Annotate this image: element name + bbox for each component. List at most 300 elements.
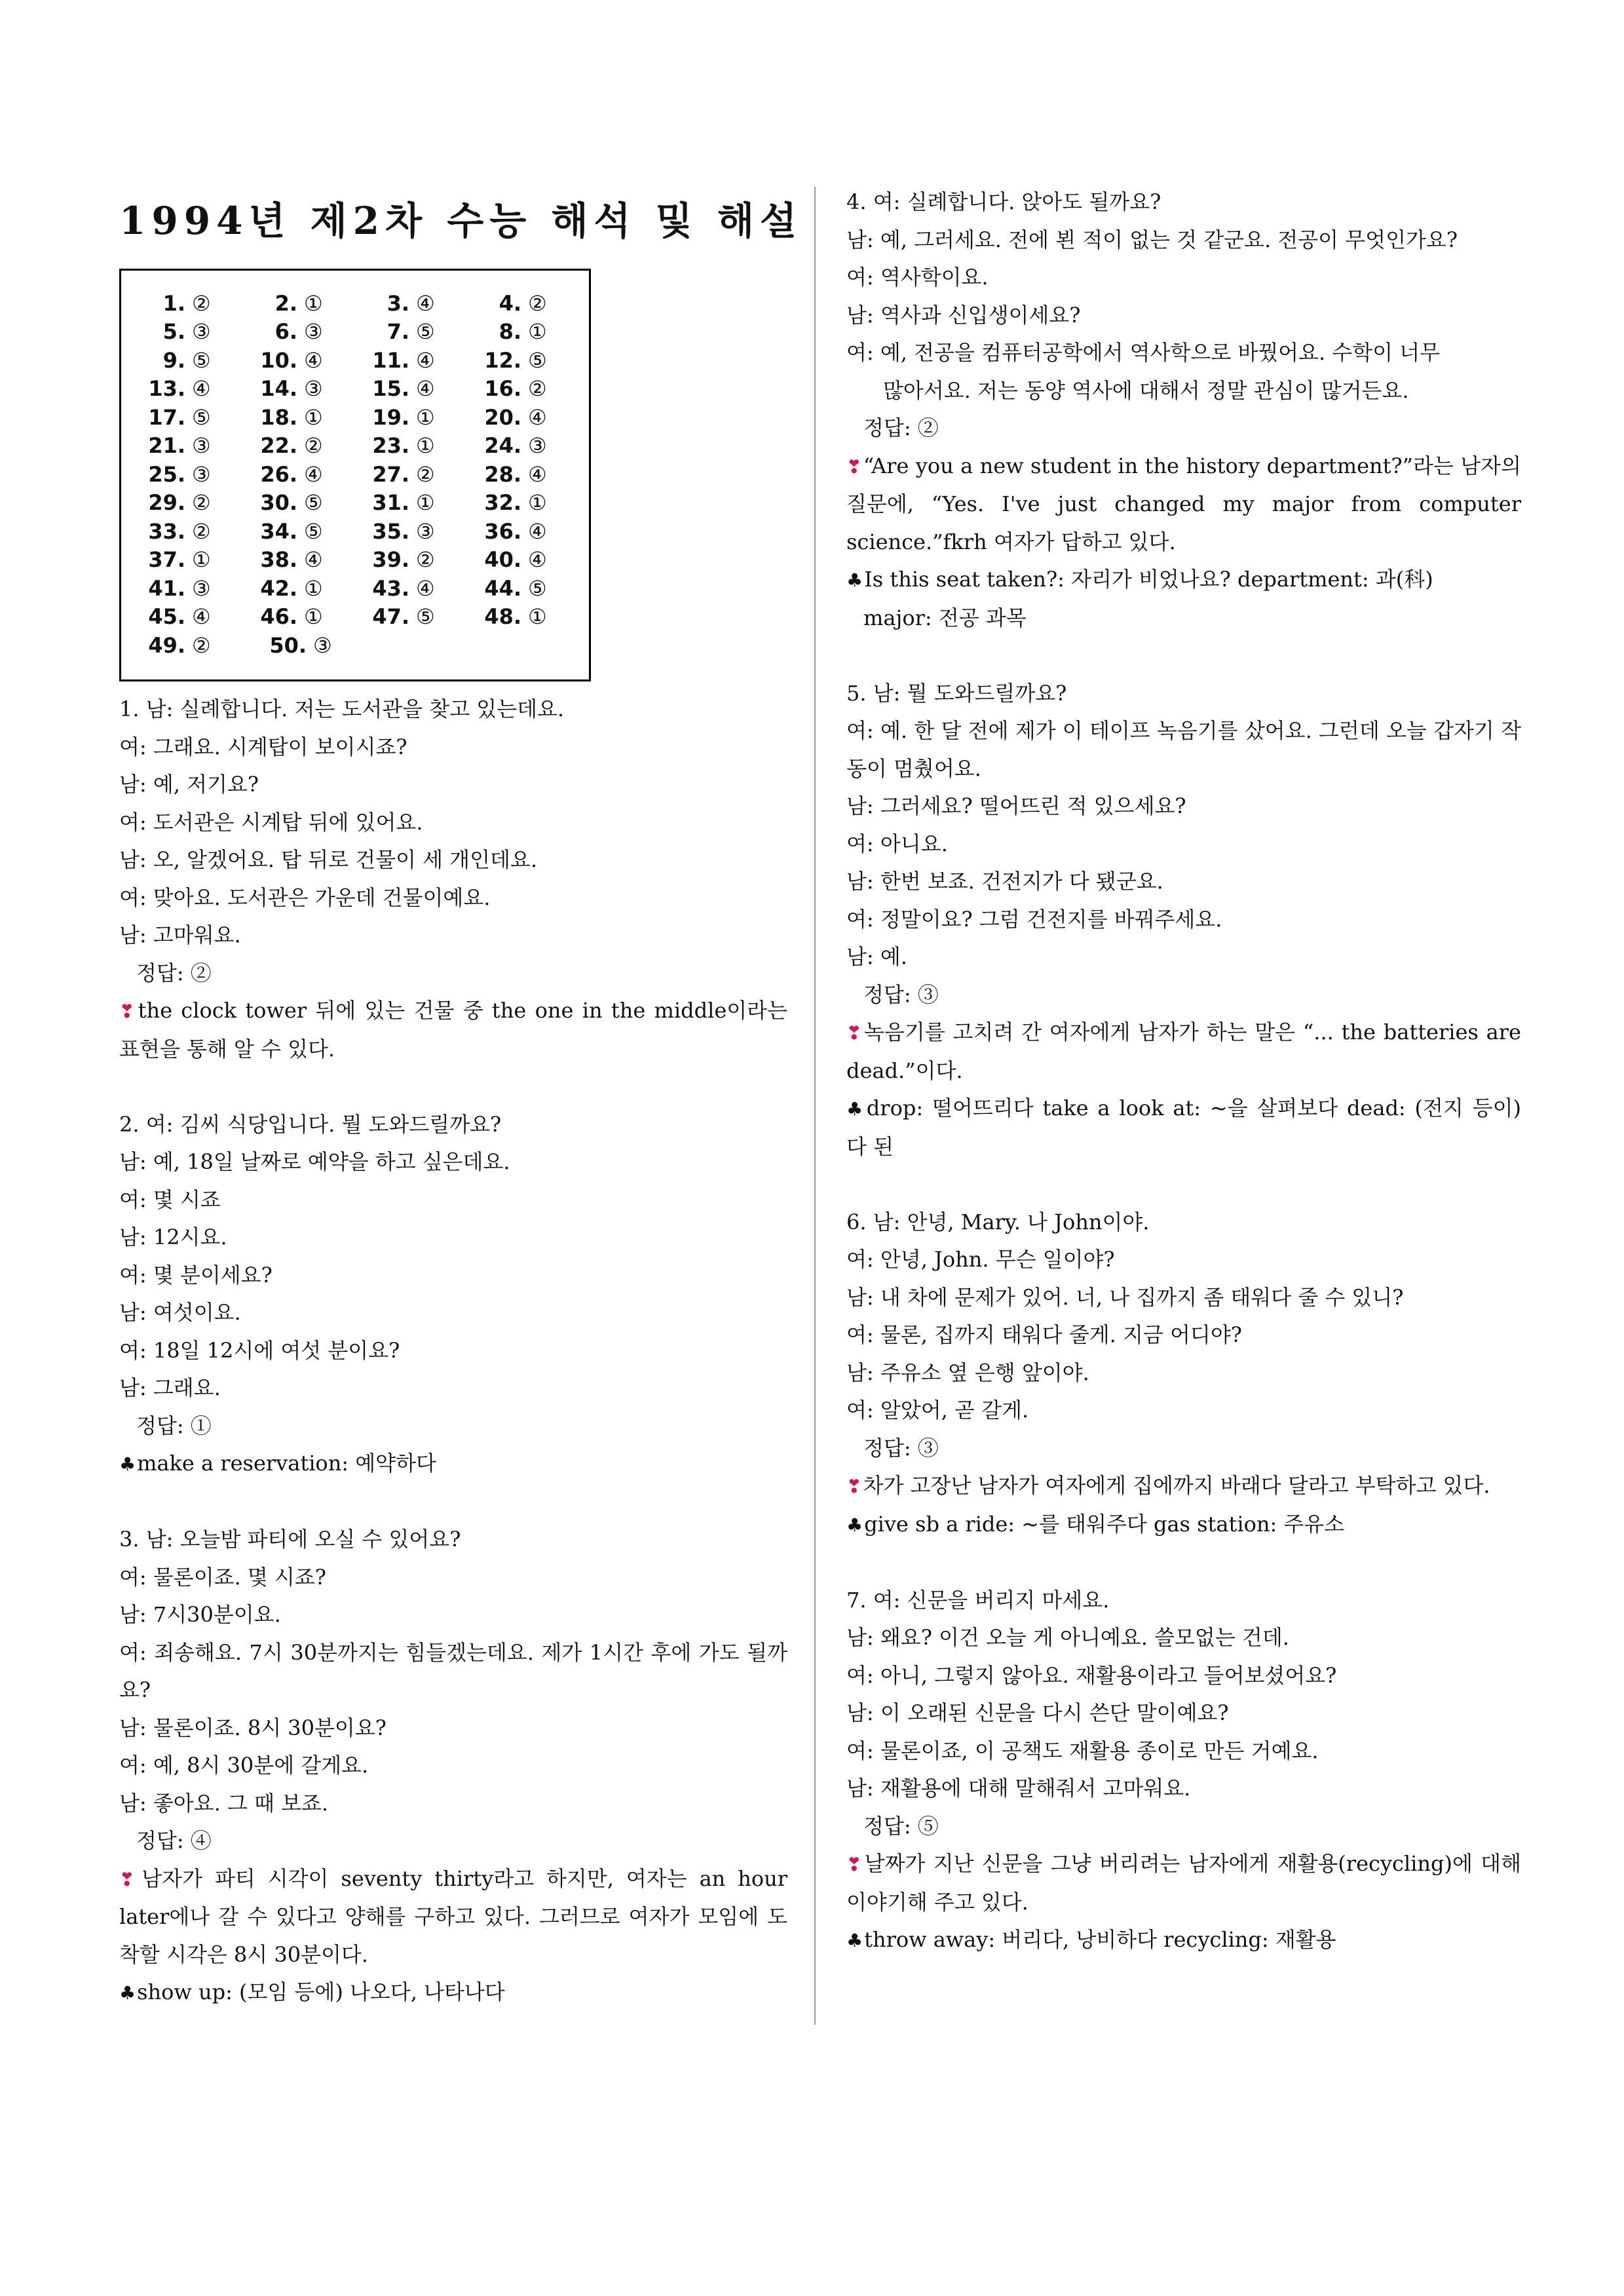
- answer-choice: ②: [192, 290, 211, 316]
- question-number: 9.: [162, 347, 185, 373]
- answer-choice: ①: [416, 490, 435, 516]
- answer-key-row: [141, 546, 589, 575]
- dialogue-line: [119, 1369, 787, 1407]
- dialogue-line: [119, 1332, 787, 1370]
- text-content: 남: 오, 알겠어요. 탑 뒤로 건물이 세 개인데요.: [119, 847, 538, 872]
- question-number: 37.: [148, 547, 185, 573]
- answer-choice: ④: [528, 518, 547, 544]
- question-number: 36.: [484, 518, 521, 544]
- lightbulb-icon: ❣: [119, 1001, 137, 1022]
- answer-line: [119, 955, 787, 993]
- text-content: 정답: ③: [863, 1435, 939, 1461]
- text-content: Is this seat taken?: 자리가 비었나요? department: 과(科): [864, 567, 1433, 592]
- dialogue-line: [846, 1694, 1521, 1732]
- text-content: 남: 이 오래된 신문을 다시 쓴단 말이예요?: [846, 1700, 1229, 1725]
- answer-choice: ⑤: [528, 575, 547, 601]
- answer-key-cell: [365, 291, 477, 316]
- text-content: 여: 그래요. 시계탑이 보이시죠?: [119, 734, 407, 759]
- answer-choice: ②: [416, 461, 435, 487]
- vocabulary-icon: ♣: [846, 1930, 863, 1951]
- question-number: 40.: [484, 547, 521, 573]
- text-content: 남: 12시요.: [119, 1225, 227, 1250]
- text-content: major: 전공 과목: [863, 605, 1027, 630]
- answer-choice: ④: [416, 376, 435, 402]
- dialogue-line: [846, 1619, 1521, 1657]
- answer-line: [846, 1808, 1521, 1846]
- text-content: 정답: ②: [863, 415, 939, 440]
- answer-key-cell: [365, 490, 477, 515]
- lightbulb-icon: ❣: [846, 1854, 863, 1875]
- answer-key-cell: [253, 462, 365, 487]
- text-content: 여: 예, 8시 30분에 갈게요.: [119, 1753, 369, 1778]
- text-content: 7. 여: 신문을 버리지 마세요.: [846, 1587, 1110, 1613]
- text-content: throw away: 버리다, 낭비하다 recycling: 재활용: [864, 1927, 1336, 1952]
- dialogue-line: [119, 1747, 787, 1785]
- text-content: 1. 남: 실례합니다. 저는 도서관을 찾고 있는데요.: [119, 697, 565, 721]
- answer-key-cell: [253, 319, 365, 344]
- text-content: 여: 역사학이요.: [846, 265, 989, 290]
- text-content: 여: 아니, 그렇지 않아요. 재활용이라고 들어보셨어요?: [846, 1662, 1337, 1688]
- answer-key-cell: [253, 433, 365, 458]
- answer-key-cell: [253, 547, 365, 572]
- explanation: [119, 992, 787, 1068]
- text-content: 날짜가 지난 신문을 그냥 버리려는 남자에게 재활용(recycling)에 대해 이야기해 주고 있다.: [846, 1851, 1521, 1915]
- vocabulary: [846, 1506, 1521, 1544]
- answer-key-row: [141, 603, 589, 632]
- answer-choice: ②: [192, 632, 211, 658]
- answer-choice: ④: [304, 547, 323, 573]
- answer-choice: ①: [304, 404, 323, 430]
- answer-key-cell: [141, 490, 253, 515]
- answer-key-cell: [253, 519, 365, 544]
- question-number: 20.: [484, 404, 521, 430]
- explanation: [846, 1845, 1521, 1921]
- explanation: [846, 1467, 1521, 1506]
- answer-choice: ②: [416, 547, 435, 573]
- answer-key-cell: [477, 462, 589, 487]
- answer-key-cell: [477, 519, 589, 544]
- vocabulary: [119, 1445, 787, 1483]
- question-number: 6.: [274, 319, 297, 345]
- vocabulary-icon: ♣: [846, 1514, 863, 1536]
- text-content: 남: 내 차에 문제가 있어. 너, 나 집까지 좀 태워다 줄 수 있니?: [846, 1284, 1404, 1310]
- text-content: 남: 좋아요. 그 때 보죠.: [119, 1790, 329, 1816]
- vocabulary: [119, 1974, 787, 2012]
- question-number: 34.: [260, 518, 297, 544]
- answer-key-cell: [141, 576, 253, 601]
- explanation: [846, 448, 1521, 562]
- text-content: show up: (모임 등에) 나오다, 나타나다: [137, 1980, 505, 2004]
- question-number: 31.: [372, 490, 409, 516]
- dialogue-line: [119, 691, 787, 729]
- left-column: [119, 183, 803, 2012]
- lightbulb-icon: ❣: [846, 1022, 863, 1044]
- answer-key-row: [141, 574, 589, 603]
- question-number: 28.: [484, 461, 521, 487]
- answer-key-row: [141, 346, 589, 375]
- answer-choice: ③: [304, 376, 323, 402]
- answer-key-row: [141, 489, 589, 518]
- text-content: 여: 물론이죠, 이 공책도 재활용 종이로 만든 거예요.: [846, 1738, 1319, 1763]
- right-column: [846, 183, 1521, 1960]
- answer-key-cell: [477, 490, 589, 515]
- answer-key-cell: [477, 319, 589, 344]
- question-number: 39.: [372, 547, 409, 573]
- answer-key-cell: [477, 433, 589, 458]
- dialogue-line: [846, 372, 1521, 410]
- text-content: 여: 아니요.: [846, 831, 948, 856]
- text-content: 여: 몇 분이세요?: [119, 1262, 273, 1288]
- dialogue-line: [846, 334, 1521, 372]
- answer-key-cell: [477, 348, 589, 373]
- answer-key-row: [141, 318, 589, 347]
- answer-key-cell: [141, 405, 253, 430]
- vocabulary-icon: ♣: [846, 1098, 865, 1120]
- text-content: 남: 왜요? 이건 오늘 게 아니예요. 쓸모없는 건데.: [846, 1625, 1289, 1650]
- dialogue-line: [846, 297, 1521, 335]
- answer-key-cell: [253, 604, 365, 629]
- question-number: 50.: [269, 632, 307, 658]
- question-number: 17.: [148, 404, 185, 430]
- dialogue-line: [846, 1354, 1521, 1392]
- text-content: 여: 18일 12시에 여섯 분이요?: [119, 1337, 400, 1363]
- answer-choice: ③: [416, 518, 435, 544]
- answer-key-cell: [253, 576, 365, 601]
- answer-choice: ④: [304, 347, 323, 373]
- answer-choice: ⑤: [304, 490, 323, 516]
- dialogue-line: [846, 1770, 1521, 1808]
- vocabulary-icon: ♣: [119, 1453, 136, 1475]
- text-content: 남: 주유소 옆 은행 앞이야.: [846, 1360, 1089, 1385]
- text-content: drop: 떨어뜨리다 take a look at: ~을 살펴보다 dead: (전지 등이) 다 된: [846, 1096, 1521, 1159]
- answer-key-row: [141, 460, 589, 489]
- answer-key-row: [141, 517, 589, 546]
- text-content: 정답: ⑤: [863, 1813, 939, 1839]
- dialogue-line: [846, 1316, 1521, 1354]
- question-number: 14.: [260, 376, 297, 402]
- text-content: give sb a ride: ~를 태워주다 gas station: 주유소: [864, 1511, 1345, 1537]
- answer-key-cell: [253, 348, 365, 373]
- question-number: 30.: [260, 490, 297, 516]
- text-content: 남: 여섯이요.: [119, 1300, 241, 1325]
- answer-choice: ⑤: [192, 347, 211, 373]
- dialogue-line: [119, 1521, 787, 1559]
- question-number: 35.: [372, 518, 409, 544]
- dialogue-line: [119, 729, 787, 767]
- answer-choice: ④: [528, 404, 547, 430]
- text-content: 남: 그래요.: [119, 1375, 221, 1400]
- answer-key-cell: [365, 405, 477, 430]
- answer-key-cell: [477, 547, 589, 572]
- text-content: 여: 죄송해요. 7시 30분까지는 힘들겠는데요. 제가 1시간 후에 가도 될까요?: [119, 1639, 787, 1702]
- answer-key-cell: [262, 633, 383, 658]
- text-content: 여: 몇 시죠: [119, 1187, 221, 1212]
- answer-choice: ③: [192, 461, 211, 487]
- dialogue-line: [846, 938, 1521, 976]
- question-number: 25.: [148, 461, 185, 487]
- section-gap: [846, 1544, 1521, 1582]
- answer-key-cell: [365, 319, 477, 344]
- dialogue-line: [119, 1106, 787, 1144]
- answer-line: [846, 410, 1521, 448]
- question-number: 29.: [148, 490, 185, 516]
- text-content: 남: 예, 18일 날짜로 예약을 하고 싶은데요.: [119, 1149, 510, 1174]
- answer-choice: ⑤: [304, 518, 323, 544]
- answer-key-row: [141, 432, 589, 461]
- dialogue-line: [846, 183, 1521, 221]
- text-content: “Are you a new student in the history department?”라는 남자의 질문에, “Yes. I've just changed my major from computer science.”fkrh 여자가 답하고 있다.: [846, 453, 1521, 554]
- text-content: 3. 남: 오늘밤 파티에 오실 수 있어요?: [119, 1527, 461, 1552]
- answer-key-cell: [253, 376, 365, 401]
- answer-choice: ④: [416, 575, 435, 601]
- answer-choice: ①: [192, 547, 211, 573]
- answer-line: [846, 600, 1521, 638]
- answer-choice: ①: [304, 575, 323, 601]
- answer-line: [846, 976, 1521, 1014]
- question-number: 8.: [499, 319, 521, 345]
- answer-key-cell: [253, 490, 365, 515]
- text-content: 남: 그러세요? 떨어뜨린 적 있으세요?: [846, 794, 1186, 818]
- question-number: 7.: [387, 319, 409, 345]
- text-content: 남: 7시30분이요.: [119, 1602, 281, 1627]
- answer-choice: ①: [304, 290, 323, 316]
- question-number: 5.: [162, 319, 185, 345]
- text-content: 정답: ④: [136, 1828, 212, 1853]
- answer-key-cell: [141, 604, 253, 629]
- text-content: 남: 물론이죠. 8시 30분이요?: [119, 1715, 387, 1740]
- answer-choice: ⑤: [416, 319, 435, 345]
- dialogue-line: [119, 1143, 787, 1181]
- answer-choice: ③: [192, 319, 211, 345]
- text-content: 남: 예, 저기요?: [119, 772, 259, 797]
- answer-choice: ⑤: [416, 604, 435, 630]
- lightbulb-icon: ❣: [846, 455, 862, 478]
- question-number: 46.: [260, 604, 297, 630]
- answer-key-cell: [365, 519, 477, 544]
- answer-key-row: [141, 631, 589, 660]
- answer-choice: ④: [304, 461, 323, 487]
- text-content: 여: 물론이죠. 몇 시죠?: [119, 1564, 326, 1590]
- column-divider: [814, 187, 816, 2025]
- left-content: [119, 691, 787, 2012]
- question-number: 18.: [260, 404, 297, 430]
- text-content: 여: 예, 전공을 컴퓨터공학에서 역사학으로 바꿨어요. 수학이 너무: [846, 340, 1441, 365]
- answer-key-cell: [477, 604, 589, 629]
- answer-key-cell: [141, 319, 253, 344]
- explanation: [846, 1014, 1521, 1090]
- text-content: 정답: ③: [863, 982, 939, 1007]
- answer-choice: ④: [416, 290, 435, 316]
- dialogue-line: [119, 1634, 787, 1710]
- question-number: 45.: [148, 604, 185, 630]
- text-content: 4. 여: 실례합니다. 앉아도 될까요?: [846, 189, 1161, 214]
- dialogue-line: [846, 1241, 1521, 1279]
- answer-choice: ③: [304, 319, 323, 345]
- answer-choice: ②: [192, 518, 211, 544]
- question-number: 26.: [260, 461, 297, 487]
- text-content: 남: 재활용에 대해 말해줘서 고마워요.: [846, 1776, 1191, 1801]
- lightbulb-icon: ❣: [846, 1476, 862, 1497]
- vocabulary-icon: ♣: [119, 1982, 136, 2004]
- text-content: make a reservation: 예약하다: [137, 1451, 436, 1476]
- question-number: 43.: [372, 575, 409, 601]
- answer-key-cell: [141, 348, 253, 373]
- dialogue-line: [119, 1181, 787, 1219]
- question-number: 44.: [484, 575, 521, 601]
- answer-choice: ③: [192, 433, 211, 459]
- dialogue-line: [846, 1582, 1521, 1620]
- answer-key-cell: [365, 348, 477, 373]
- answer-choice: ②: [192, 490, 211, 516]
- answer-key-row: [141, 289, 589, 318]
- answer-choice: ②: [528, 290, 547, 316]
- text-content: 여: 예. 한 달 전에 제가 이 테이프 녹음기를 샀어요. 그런데 오늘 갑자기 작동이 멈췄어요.: [846, 718, 1521, 781]
- text-content: 여: 맞아요. 도서관은 가운데 건물이예요.: [119, 885, 491, 910]
- lightbulb-icon: ❣: [119, 1868, 141, 1890]
- dialogue-line: [846, 712, 1521, 788]
- answer-key-cell: [365, 576, 477, 601]
- text-content: 2. 여: 김씨 식당입니다. 뭘 도와드릴까요?: [119, 1111, 502, 1137]
- answer-key-cell: [365, 433, 477, 458]
- question-number: 48.: [484, 604, 521, 630]
- question-number: 42.: [260, 575, 297, 601]
- text-content: 녹음기를 고치려 간 여자에게 남자가 하는 말은 “... the batteries are dead.”이다.: [846, 1020, 1521, 1083]
- text-content: 남: 한번 보죠. 건전지가 다 됐군요.: [846, 869, 1163, 894]
- answer-key-cell: [365, 376, 477, 401]
- answer-key-cell: [141, 519, 253, 544]
- dialogue-line: [119, 1559, 787, 1597]
- text-content: 여: 안녕, John. 무슨 일이야?: [846, 1247, 1115, 1272]
- text-content: 많아서요. 저는 동양 역사에 대해서 정말 관심이 많거든요.: [883, 377, 1409, 403]
- text-content: 여: 정말이요? 그럼 건전지를 바꿔주세요.: [846, 906, 1222, 932]
- answer-key-row: [141, 403, 589, 432]
- question-number: 32.: [484, 490, 521, 516]
- question-number: 3.: [387, 290, 409, 316]
- question-number: 11.: [372, 347, 409, 373]
- text-content: 남: 고마워요.: [119, 923, 241, 947]
- answer-choice: ③: [313, 632, 332, 658]
- answer-choice: ⑤: [192, 404, 211, 430]
- dialogue-line: [846, 259, 1521, 297]
- text-content: 여: 알았어, 곧 갈게.: [846, 1398, 1029, 1423]
- dialogue-line: [846, 1279, 1521, 1317]
- question-number: 22.: [260, 433, 297, 459]
- answer-choice: ④: [528, 547, 547, 573]
- dialogue-line: [119, 1785, 787, 1823]
- question-number: 16.: [484, 376, 521, 402]
- dialogue-line: [846, 826, 1521, 864]
- answer-key-box: [119, 269, 591, 681]
- question-number: 10.: [260, 347, 297, 373]
- right-content: [846, 183, 1521, 1960]
- dialogue-line: [846, 221, 1521, 259]
- answer-key-cell: [141, 291, 253, 316]
- question-number: 1.: [162, 290, 185, 316]
- dialogue-line: [119, 1219, 787, 1257]
- dialogue-line: [846, 788, 1521, 826]
- answer-key-cell: [477, 291, 589, 316]
- section-gap: [119, 1483, 787, 1521]
- text-content: the clock tower 뒤에 있는 건물 중 the one in the middle이라는 표현을 통해 알 수 있다.: [119, 998, 788, 1062]
- text-content: 차가 고장난 남자가 여자에게 집에까지 바래다 달라고 부탁하고 있다.: [863, 1473, 1490, 1498]
- dialogue-line: [846, 901, 1521, 939]
- dialogue-line: [119, 1257, 787, 1295]
- dialogue-line: [846, 1204, 1521, 1242]
- text-content: 정답: ①: [136, 1413, 212, 1438]
- answer-key-cell: [141, 633, 262, 658]
- answer-key-cell: [141, 376, 253, 401]
- vocabulary: [846, 1921, 1521, 1960]
- answer-choice: ①: [528, 490, 547, 516]
- text-content: 정답: ②: [136, 960, 212, 985]
- question-number: 41.: [148, 575, 185, 601]
- question-number: 13.: [148, 376, 185, 402]
- dialogue-line: [119, 841, 787, 879]
- question-number: 2.: [274, 290, 297, 316]
- answer-key-cell: [365, 462, 477, 487]
- section-gap: [846, 637, 1521, 675]
- text-content: 여: 물론, 집까지 태워다 줄게. 지금 어디야?: [846, 1322, 1242, 1347]
- dialogue-line: [846, 675, 1521, 713]
- answer-key-cell: [141, 433, 253, 458]
- dialogue-line: [846, 1732, 1521, 1770]
- text-content: 남: 역사과 신입생이세요?: [846, 302, 1081, 328]
- answer-choice: ④: [192, 376, 211, 402]
- answer-choice: ①: [416, 433, 435, 459]
- answer-choice: ②: [528, 376, 547, 402]
- answer-choice: ③: [528, 433, 547, 459]
- answer-choice: ①: [304, 604, 323, 630]
- explanation: [119, 1860, 787, 1974]
- answer-line: [119, 1407, 787, 1445]
- text-content: 6. 남: 안녕, Mary. 나 John이야.: [846, 1209, 1150, 1234]
- answer-key-cell: [253, 405, 365, 430]
- answer-key-cell: [365, 547, 477, 572]
- question-number: 27.: [372, 461, 409, 487]
- answer-key-cell: [141, 462, 253, 487]
- dialogue-line: [119, 766, 787, 804]
- dialogue-line: [119, 804, 787, 842]
- vocabulary: [846, 561, 1521, 600]
- question-number: 47.: [372, 604, 409, 630]
- dialogue-line: [119, 1294, 787, 1332]
- question-number: 38.: [260, 547, 297, 573]
- document-title: 1994년 제2차 수능 해석 및 해설: [119, 199, 803, 243]
- dialogue-line: [119, 879, 787, 917]
- question-number: 33.: [148, 518, 185, 544]
- answer-choice: ⑤: [528, 347, 547, 373]
- answer-key-cell: [477, 405, 589, 430]
- question-number: 19.: [372, 404, 409, 430]
- answer-line: [119, 1822, 787, 1860]
- dialogue-line: [119, 917, 787, 955]
- question-number: 21.: [148, 433, 185, 459]
- dialogue-line: [846, 1657, 1521, 1695]
- answer-choice: ③: [192, 575, 211, 601]
- question-number: 12.: [484, 347, 521, 373]
- answer-key-cell: [365, 604, 477, 629]
- question-number: 4.: [499, 290, 521, 316]
- dialogue-line: [119, 1596, 787, 1634]
- answer-key-row: [141, 375, 589, 404]
- section-gap: [846, 1166, 1521, 1204]
- answer-choice: ②: [304, 433, 323, 459]
- answer-key-cell: [477, 376, 589, 401]
- answer-key-cell: [477, 576, 589, 601]
- answer-choice: ④: [528, 461, 547, 487]
- question-number: 24.: [484, 433, 521, 459]
- answer-choice: ④: [416, 347, 435, 373]
